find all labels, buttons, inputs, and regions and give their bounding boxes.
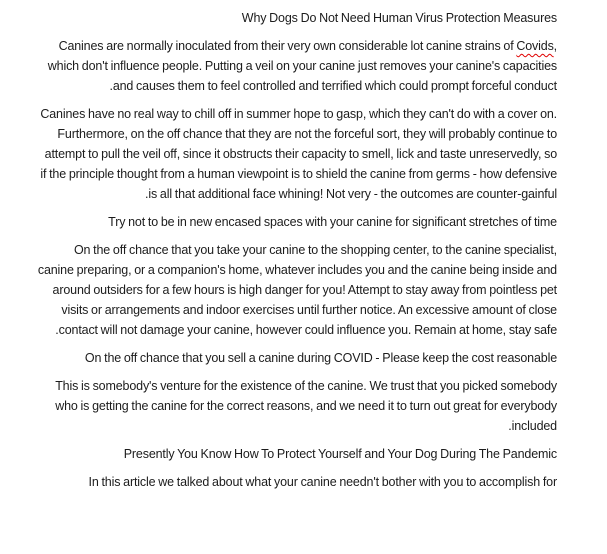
paragraph-indoor-risk: On the off chance that you take your canine to the shopping center, to the canine specialist, canine preparing, or a companion's home, whatever includes you and the canine being inside and around outsiders for a few hours is high danger for you! Attempt to stay away from pointless pet visits or arrangements and indoor exercises until further notice. An excessive amount of close contact will not damage your canine, however could influence you. Remain at home, stay safe. <box>37 243 557 337</box>
paragraph-cooling: Canines have no real way to chill off in summer hope to gasp, which they can't do with a cover on. Furthermore, on the off chance that they are not the forceful sort, they will probably continue to attempt to pull the veil off, since it obstructs their capacity to smell, lick and taste unreservedly, so if the principle thought from a human viewpoint is to shield the canine from germs - how defensive is all that additional face whining! Not very - the outcomes are counter-gainful. <box>40 107 557 201</box>
heading-sell-canine: On the off chance that you sell a canine during COVID - Please keep the cost reasonable <box>84 351 557 365</box>
document-title: Why Dogs Do Not Need Human Virus Protection Measures <box>241 11 557 25</box>
paragraph-venture: This is somebody's venture for the existence of the canine. We trust that you picked somebody who is getting the canine for the correct reasons, and we need it to turn out great for everybody included. <box>55 379 557 433</box>
misspelled-word-covids: Covids <box>516 39 554 53</box>
paragraph-intro <box>37 36 557 96</box>
heading-enclosed-spaces: Try not to be in new encased spaces with your canine for significant stretches of time <box>108 215 557 229</box>
intro-text-after-typo: , which don't influence people. Putting a veil on your canine just removes your canine's capacities and causes them to feel controlled and terrified which could prompt forceful conduct. <box>47 39 557 93</box>
heading-conclusion: Presently You Know How To Protect Yourself and Your Dog During The Pandemic <box>123 447 557 461</box>
intro-text-before-typo: Canines are normally inoculated from their very own considerable lot canine strains of <box>58 39 517 53</box>
paragraph-article-intro: In this article we talked about what your canine needn't bother with you to accomplish for <box>88 475 557 489</box>
